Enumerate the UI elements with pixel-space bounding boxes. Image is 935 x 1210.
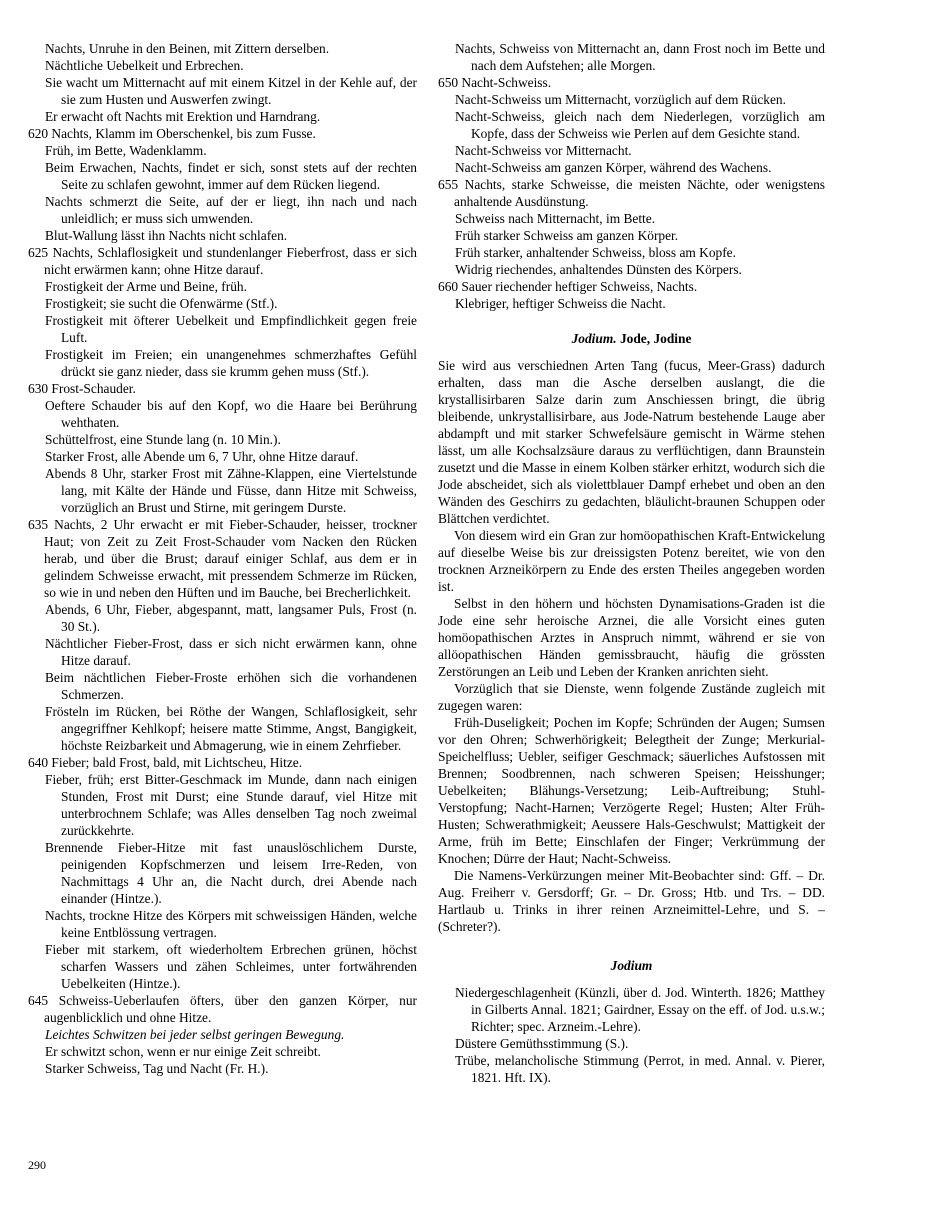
left-column [28,40,417,1077]
right-column [438,40,825,1086]
intro-paragraph: Selbst in den höhern und höchsten Dynamisations-Graden ist die Jode eine sehr heroische Arznei, die alle Vorsicht eines guten homöopathischen Arztes in Anspruch nimmt, während er sie von allöopathischen Händen gemissbraucht, häufig die grössten Zerstörungen an Leib und Leben der Kranken anrichten sieht. [438,596,825,679]
numbered-entry: 645 Schweiss-Ueberlaufen öfters, über den ganzen Körper, nur augenblicklich und ohne Hitze. [28,993,417,1025]
numbered-entry: 635 Nachts, 2 Uhr erwacht er mit Fieber-Schauder, heisser, trockner Haut; von Zeit zu Zeit Frost-Schauder vom Nacken den Rücken herab, und über die Brust; darauf einiger Schlaf, aus dem er in gelindem Schweisse erwacht, mit pressendem Schmerze im Rücken, so wie in und neben den Hüften und im Bauche, bei Brecherlichkeit. [28,517,417,600]
intro-paragraph: Vorzüglich that sie Dienste, wenn folgende Zustände zugleich mit zugegen waren: [438,681,825,713]
symptom-entry: Nachts, Unruhe in den Beinen, mit Zittern derselben. [45,41,330,56]
symptom-entry: Frostigkeit; sie sucht die Ofenwärme (Stf.). [45,296,278,311]
symptom-list-right [438,40,825,312]
symptom-entry: Schüttelfrost, eine Stunde lang (n. 10 Min.). [45,432,281,447]
symptom-entry: Frostigkeit mit öfterer Uebelkeit und Empfindlichkeit gegen freie Luft. [45,313,417,345]
symptom-entry: Nachts, Schweiss von Mitternacht an, dann Frost noch im Bette und nach dem Aufstehen; alle Morgen. [455,41,825,73]
symptom-entry: Frostigkeit der Arme und Beine, früh. [45,279,247,294]
symptom-entry: Leichtes Schwitzen bei jeder selbst geringen Bewegung. [45,1027,345,1042]
reference-entry: Niedergeschlagenheit (Künzli, über d. Jod. Winterth. 1826; Matthey in Gilberts Annal. 1821; Gairdner, Essay on the eff. of Jod. u.s.w.; Richter; spec. Arzneim.-Lehre). [455,985,825,1034]
intro-paragraph: Früh-Duseligkeit; Pochen im Kopfe; Schründen der Augen; Sumsen vor den Ohren; Schwerhörigkeit; Belegtheit der Zunge; Merkurial-Speichelfluss; Uebler, seifiger Geschmack; säuerliches Aufstossen mit Brennen; Soodbrennen, nach schweren Speisen; Heisshunger; Uebelkeiten; Blähungs-Versetzung; Leib-Auftreibung; Stuhl-Verstopfung; Nacht-Harnen; Verzögerte Regel; Husten; Alter Früh-Husten; Schwerathmigkeit; Aeussere Hals-Geschwulst; Mattigkeit der Arme, früh im Bette; Einschlafen der Finger; Verkrümmung der Knochen; Dürre der Haut; Nacht-Schweiss. [438,715,825,866]
intro-paragraph: Von diesem wird ein Gran zur homöopathischen Kraft-Entwickelung auf dieselbe Weise bis zur dreissigsten Potenz bereitet, wie von den trocknen Arzneikörpern zu Ende des ersten Theiles angegeben worden ist. [438,528,825,594]
reference-entry: Trübe, melancholische Stimmung (Perrot, in med. Annal. v. Pierer, 1821. Hft. IX). [455,1053,825,1085]
numbered-entry: 625 Nachts, Schlaflosigkeit und stundenlanger Fieberfrost, dass er sich nicht erwärmen kann; ohne Hitze darauf. [28,245,417,277]
symptom-entry: Brennende Fieber-Hitze mit fast unauslöschlichem Durste, peinigenden Kopfschmerzen und leisem Irre-Reden, von Nachmittags 4 Uhr an, die Nacht durch, drei Abende nach einander (Hintze.). [45,840,417,906]
symptom-entry: Schweiss nach Mitternacht, im Bette. [455,211,656,226]
symptom-entry: Nacht-Schweiss um Mitternacht, vorzüglich auf dem Rücken. [455,92,786,107]
symptom-entry: Nacht-Schweiss am ganzen Körper, während des Wachens. [455,160,772,175]
symptom-entry: Oeftere Schauder bis auf den Kopf, wo die Haare bei Berührung wehthaten. [45,398,417,430]
symptom-entry: Nachts schmerzt die Seite, auf der er liegt, ihn nach und nach unleidlich; er muss sich umwenden. [45,194,417,226]
numbered-entry: 620 Nachts, Klamm im Oberschenkel, bis zum Fusse. [28,126,316,141]
subheading-jodium: Jodium [610,958,653,973]
heading-latin: Jodium. [571,331,617,346]
symptom-entry: Früh starker, anhaltender Schweiss, bloss am Kopfe. [455,245,736,260]
symptom-entry: Früh, im Bette, Wadenklamm. [45,143,207,158]
symptom-entry: Starker Schweiss, Tag und Nacht (Fr. H.). [45,1061,269,1076]
intro-text [438,357,825,935]
symptom-entry: Beim Erwachen, Nachts, findet er sich, sonst stets auf der rechten Seite zu schlafen gewohnt, immer auf dem Rücken liegend. [45,160,417,192]
symptom-entry: Nächtliche Uebelkeit und Erbrechen. [45,58,244,73]
symptom-entry: Sie wacht um Mitternacht auf mit einem Kitzel in der Kehle auf, der sie zum Husten und Auswerfen zwingt. [45,75,417,107]
numbered-entry: 650 Nacht-Schweiss. [438,75,552,90]
section-heading-jodium [438,330,825,347]
symptom-entry: Fieber, früh; erst Bitter-Geschmack im Munde, dann nach einigen Stunden, Frost mit Durst; eine Stunde darauf, viel Hitze mit unterbrochnem Schlafe; was Alles denselben Tag noch zweimal zurückkehrte. [45,772,417,838]
symptom-entry: Er erwacht oft Nachts mit Erektion und Harndrang. [45,109,321,124]
symptom-entry: Frösteln im Rücken, bei Röthe der Wangen, Schlaflosigkeit, sehr angegriffner Kehlkopf; heisere matte Stimme, Angst, Bangigkeit, höchste Reizbarkeit und Abmagerung, wie in einem Zehrfieber. [45,704,417,753]
symptom-entry: Nachts, trockne Hitze des Körpers mit schweissigen Händen, welche keine Entblössung vertragen. [45,908,417,940]
symptom-entry: Nacht-Schweiss, gleich nach dem Niederlegen, vorzüglich am Kopfe, dass der Schweiss wie Perlen auf dem Gesichte stand. [455,109,825,141]
heading-german: Jode, Jodine [619,331,692,346]
intro-paragraph: Sie wird aus verschiednen Arten Tang (fucus, Meer-Grass) dadurch erhalten, dass man die Asche derselben auslangt, die die krystallisirbaren Salze darin zum Anschiessen bringt, die übrig bleibende, unkrystallisirbare, aus Jode-Natrum bestehende Lauge aber abdampft und mit starker Schwefelsäure gemischt in Wärme stehen lässt, um alle Kochsalzsäure daraus zu verflüchtigen, dann Braunstein zusetzt und die Masse in einem Kolben stärker erhitzt, wodurch sich die Jode abscheidet, sich als violettblauer Dampf erhebet und oben an den Wänden des Geschirrs zu gedachten, bläulicht-braunen Schuppen oder Blättchen verdichtet. [438,358,825,526]
intro-paragraph: Die Namens-Verkürzungen meiner Mit-Beobachter sind: Gff. – Dr. Aug. Freiherr v. Gersdorff; Gr. – Dr. Gross; Htb. und Trs. – DD. Hartlaub u. Trinks in ihrer reinen Arzneimittel-Lehre, und S. – (Schreter?). [438,868,825,934]
reference-entry: Düstere Gemüthsstimmung (S.). [455,1036,629,1051]
symptom-entry: Früh starker Schweiss am ganzen Körper. [455,228,679,243]
symptom-entry: Blut-Wallung lässt ihn Nachts nicht schlafen. [45,228,288,243]
symptom-entry: Klebriger, heftiger Schweiss die Nacht. [455,296,666,311]
symptom-entry: Widrig riechendes, anhaltendes Dünsten des Körpers. [455,262,742,277]
symptom-entry: Starker Frost, alle Abende um 6, 7 Uhr, ohne Hitze darauf. [45,449,359,464]
references-list [438,984,825,1086]
symptom-entry: Beim nächtlichen Fieber-Froste erhöhen sich die vorhandenen Schmerzen. [45,670,417,702]
symptom-entry: Nächtlicher Fieber-Frost, dass er sich nicht erwärmen kann, ohne Hitze darauf. [45,636,417,668]
numbered-entry: 655 Nachts, starke Schweisse, die meisten Nächte, oder wenigstens anhaltende Ausdünstung. [438,177,825,209]
symptom-entry: Frostigkeit im Freien; ein unangenehmes schmerzhaftes Gefühl drückt sie ganz nieder, dass sie krumm gehen muss (Stf.). [45,347,417,379]
symptom-entry: Abends 8 Uhr, starker Frost mit Zähne-Klappen, eine Viertelstunde lang, mit Kälte der Hände und Füsse, dann Hitze mit Schweiss, vorzüglich an Brust und Stirne, mit geringem Durste. [45,466,417,515]
numbered-entry: 640 Fieber; bald Frost, bald, mit Lichtscheu, Hitze. [28,755,303,770]
page-number: 290 [28,1158,46,1172]
numbered-entry: 630 Frost-Schauder. [28,381,136,396]
symptom-entry: Er schwitzt schon, wenn er nur einige Zeit schreibt. [45,1044,321,1059]
symptom-entry: Abends, 6 Uhr, Fieber, abgespannt, matt, langsamer Puls, Frost (n. 30 St.). [45,602,417,634]
symptom-entry: Nacht-Schweiss vor Mitternacht. [455,143,632,158]
symptom-entry: Fieber mit starkem, oft wiederholtem Erbrechen grünen, höchst scharfen Wassers und zähen Schleimes, unter fortwährenden Uebelkeiten (Hintze.). [45,942,417,991]
numbered-entry: 660 Sauer riechender heftiger Schweiss, Nachts. [438,279,698,294]
